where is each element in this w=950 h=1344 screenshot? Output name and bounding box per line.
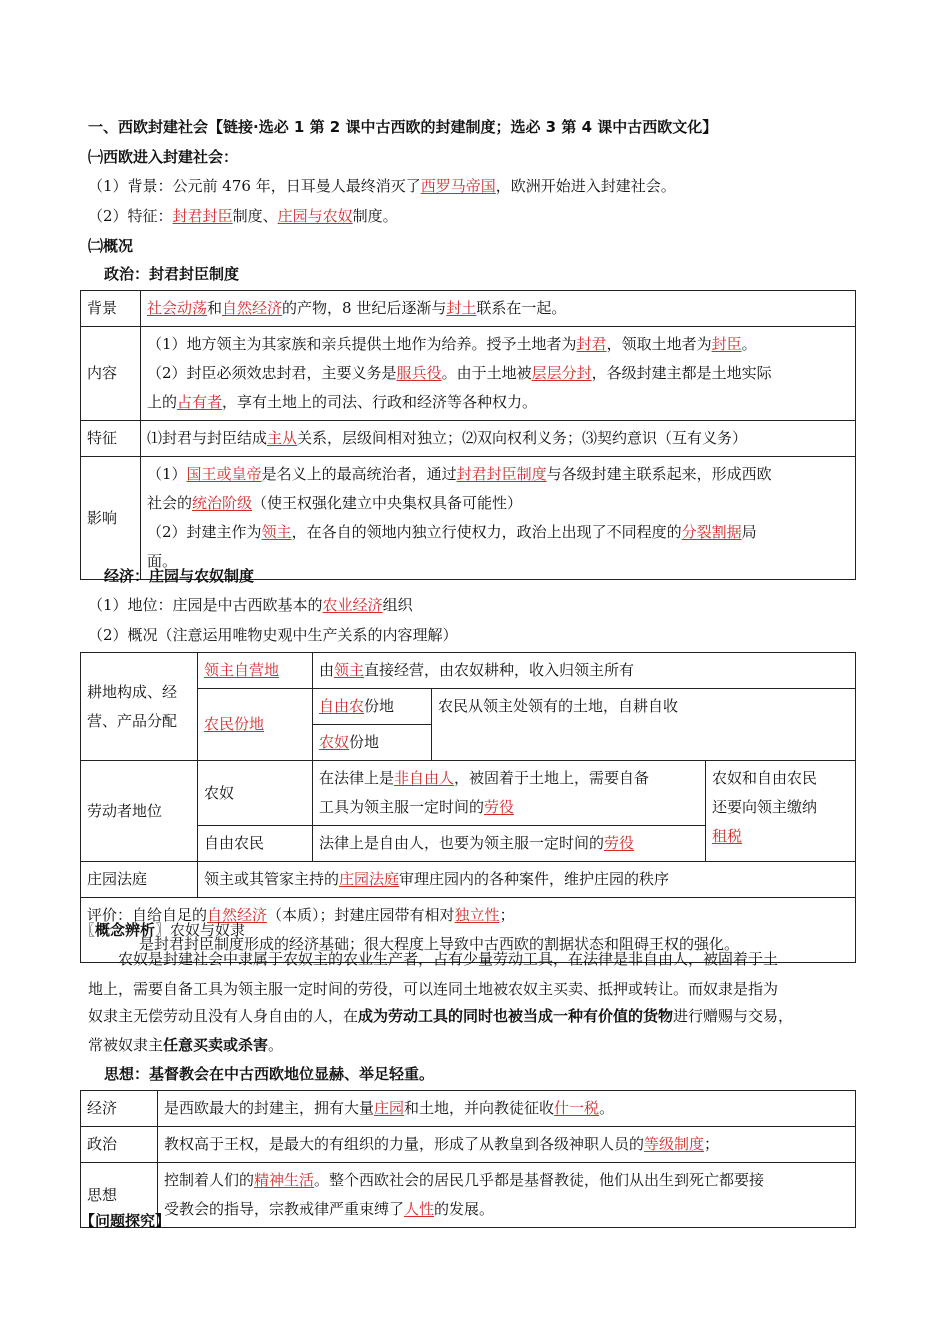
background-line: （1）背景：公元前 476 年，日耳曼人最终消灭了西罗马帝国，欧洲开始进入封建社会。 (88, 177, 676, 195)
cell: 农奴份地 (313, 725, 432, 761)
concept-paragraph-line: 常被奴隶主任意买卖或杀害。 (88, 1036, 284, 1054)
manor-table (80, 652, 856, 963)
economy-title: 经济：庄园与农奴制度 (104, 567, 255, 585)
row-content: 社会动荡和自然经济的产物，8 世纪后逐渐与封土联系在一起。 (141, 291, 856, 327)
row-label: 劳动者地位 (81, 761, 198, 862)
cell: 农民份地 (198, 689, 313, 761)
cell: 自由农民 (198, 826, 313, 862)
table-row (81, 761, 856, 826)
cell: 农奴 (198, 761, 313, 826)
table-row (81, 421, 856, 457)
subsection-heading-1: ㈠西欧进入封建社会： (88, 148, 239, 166)
table-row (81, 327, 856, 421)
row-label: 耕地构成、经 营、产品分配 (81, 653, 198, 761)
cell: 自由农份地 (313, 689, 432, 725)
row-label: 影响 (81, 457, 141, 580)
row-label: 特征 (81, 421, 141, 457)
subsection-heading-2: ㈡概况 (88, 237, 134, 255)
row-content: 教权高于王权，是最大的有组织的力量，形成了从教皇到各级神职人员的等级制度； (158, 1127, 856, 1163)
row-content: 控制着人们的精神生活。整个西欧社会的居民几乎都是基督教徒，他们从出生到死亡都要接 受教会的指导，宗教戒律严重束缚了人性的发展。 (158, 1163, 856, 1228)
row-content: 是西欧最大的封建主，拥有大量庄园和土地，并向教徒征收什一税。 (158, 1091, 856, 1127)
cell: 在法律上是非自由人，被固着于土地上，需要自备 工具为领主服一定时间的劳役 (313, 761, 706, 826)
row-content: ⑴封君与封臣结成主从关系，层级间相对独立；⑵双向权利义务；⑶契约意识（互有义务） (141, 421, 856, 457)
politics-table (80, 290, 856, 580)
cell: 法律上是自由人，也要为领主服一定时间的劳役 (313, 826, 706, 862)
table-row (81, 653, 856, 689)
evaluation-cell: 评价：自给自足的自然经济（本质）；封建庄园带有相对独立性； 是封君封臣制度形成的经济基础；很大程度上导致中古西欧的割据状态和阻碍王权的强化。 (81, 898, 856, 963)
table-row (81, 291, 856, 327)
table-row (81, 1127, 856, 1163)
thought-title: 思想：基督教会在中古西欧地位显赫、举足轻重。 (104, 1065, 435, 1083)
concept-paragraph-line: 奴隶主无偿劳动且没有人身自由的人，在成为劳动工具的同时也被当成一种有价值的货物进行赠赐与交易， (88, 1007, 794, 1025)
economy-position-line: （1）地位：庄园是中古西欧基本的农业经济组织 (88, 596, 413, 614)
concept-title: 〖概念辨析〗农奴与奴隶 (80, 921, 246, 939)
table-row (81, 1091, 856, 1127)
cell: 领主自营地 (198, 653, 313, 689)
politics-title: 政治：封君封臣制度 (104, 265, 240, 283)
table-row (81, 862, 856, 898)
economy-overview-line: （2）概况（注意运用唯物史观中生产关系的内容理解） (88, 626, 458, 644)
table-row (81, 457, 856, 580)
table-row (81, 689, 856, 725)
cell: 由领主直接经营，由农奴耕种，收入归领主所有 (313, 653, 856, 689)
church-table (80, 1090, 856, 1228)
row-label: 政治 (81, 1127, 158, 1163)
cell: 领主或其管家主持的庄园法庭审理庄园内的各种案件，维护庄园的秩序 (198, 862, 856, 898)
row-label: 内容 (81, 327, 141, 421)
row-label: 背景 (81, 291, 141, 327)
row-content: （1）地方领主为其家族和亲兵提供土地作为给养。授予土地者为封君，领取土地者为封臣。 （2）封臣必须效忠封君，主要义务是服兵役。由于土地被层层分封，各级封建主都是土地实际 上的占有者，享有土地上的司法、行政和经济等各种权力。 (141, 327, 856, 421)
row-label: 经济 (81, 1091, 158, 1127)
section-heading: 一、西欧封建社会【链接·选必 1 第 2 课中古西欧的封建制度；选必 3 第 4 课中古西欧文化】 (88, 118, 718, 136)
cell: 农民从领主处领有的土地，自耕自收 (432, 689, 856, 761)
inquiry-heading: 【问题探究】 (80, 1212, 171, 1230)
row-content: （1）国王或皇帝是名义上的最高统治者，通过封君封臣制度与各级封建主联系起来，形成西欧 社会的统治阶级（使王权强化建立中央集权具备可能性） （2）封建主作为领主，在各自的领地内独立行使权力，政治上出现了不同程度的分裂割据局 面。 (141, 457, 856, 580)
features-line: （2）特征：封君封臣制度、庄园与农奴制度。 (88, 207, 398, 225)
row-label: 庄园法庭 (81, 862, 198, 898)
table-row (81, 1163, 856, 1228)
row-label: 思想 (81, 1163, 158, 1228)
cell: 农奴和自由农民 还要向领主缴纳 租税 (706, 761, 856, 862)
concept-paragraph-line: 农奴是封建社会中隶属于农奴主的农业生产者，占有少量劳动工具，在法律是非自由人，被固着于土 (118, 950, 779, 968)
concept-paragraph-line: 地上，需要自备工具为领主服一定时间的劳役，可以连同土地被农奴主买卖、抵押或转让。而奴隶是指为 (88, 980, 779, 998)
